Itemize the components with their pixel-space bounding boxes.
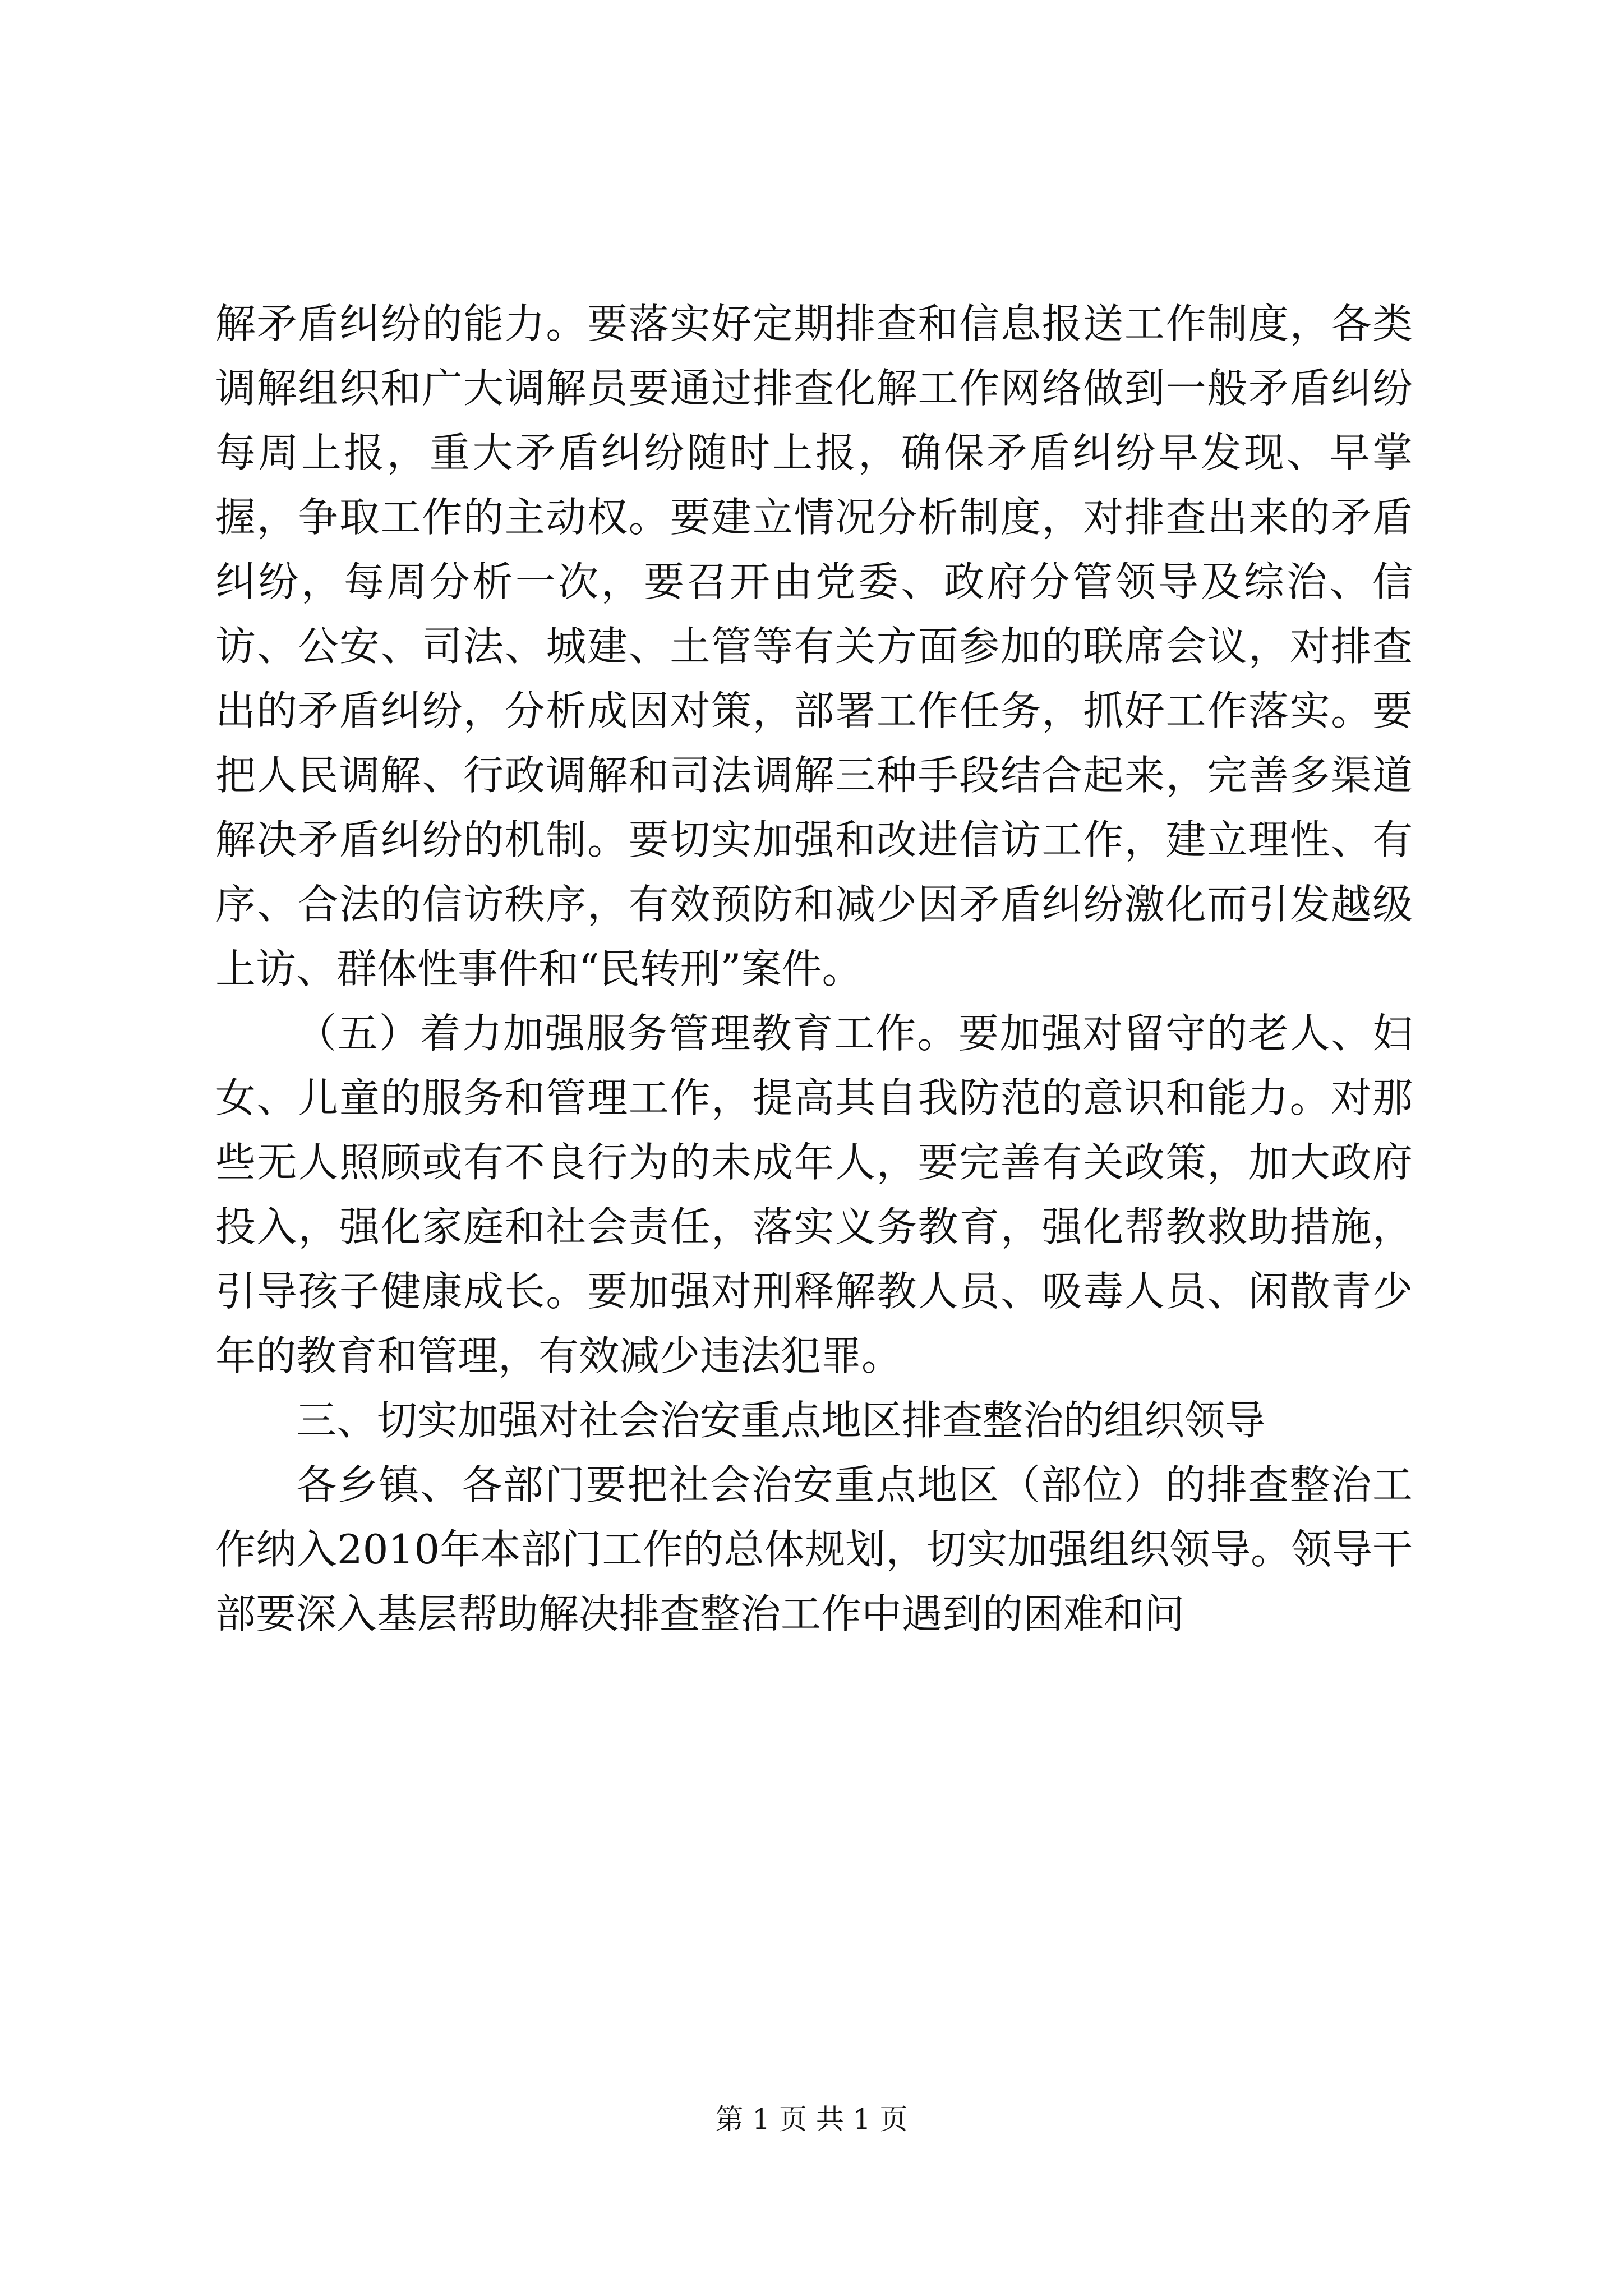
document-body xyxy=(215,292,1413,1646)
paragraph-organization-leadership: 各乡镇、各部门要把社会治安重点地区（部位）的排查整治工作纳入2010年本部门工作的总体规划，切实加强组织领导。领导干部要深入基层帮助解决排查整治工作中遇到的困难和问 xyxy=(215,1461,1413,1637)
paragraph-dispute-resolution: 解矛盾纠纷的能力。要落实好定期排查和信息报送工作制度，各类调解组织和广大调解员要通过排查化解工作网络做到一般矛盾纠纷每周上报，重大矛盾纠纷随时上报，确保矛盾纠纷早发现、早掌握，争取工作的主动权。要建立情况分析制度，对排查出来的矛盾纠纷，每周分析一次，要召开由党委、政府分管领导及综治、信访、公安、司法、城建、土管等有关方面参加的联席会议，对排查出的矛盾纠纷，分析成因对策，部署工作任务，抓好工作落实。要把人民调解、行政调解和司法调解三种手段结合起来，完善多渠道解决矛盾纠纷的机制。要切实加强和改进信访工作，建立理性、有序、合法的信访秩序，有效预防和减少因矛盾纠纷激化而引发越级上访、群体性事件和“民转刑”案件。 xyxy=(215,300,1413,992)
section-heading-organization: 三、切实加强对社会治安重点地区排查整治的组织领导 xyxy=(296,1397,1266,1444)
paragraph-service-management: （五）着力加强服务管理教育工作。要加强对留守的老人、妇女、儿童的服务和管理工作，提高其自我防范的意识和能力。对那些无人照顾或有不良行为的未成年人，要完善有关政策，加大政府投入，强化家庭和社会责任，落实义务教育，强化帮教救助措施，引导孩子健康成长。要加强对刑释解教人员、吸毒人员、闲散青少年的教育和管理，有效减少违法犯罪。 xyxy=(215,1010,1413,1379)
page-footer: 第 1 页 共 1 页 xyxy=(715,2103,908,2136)
